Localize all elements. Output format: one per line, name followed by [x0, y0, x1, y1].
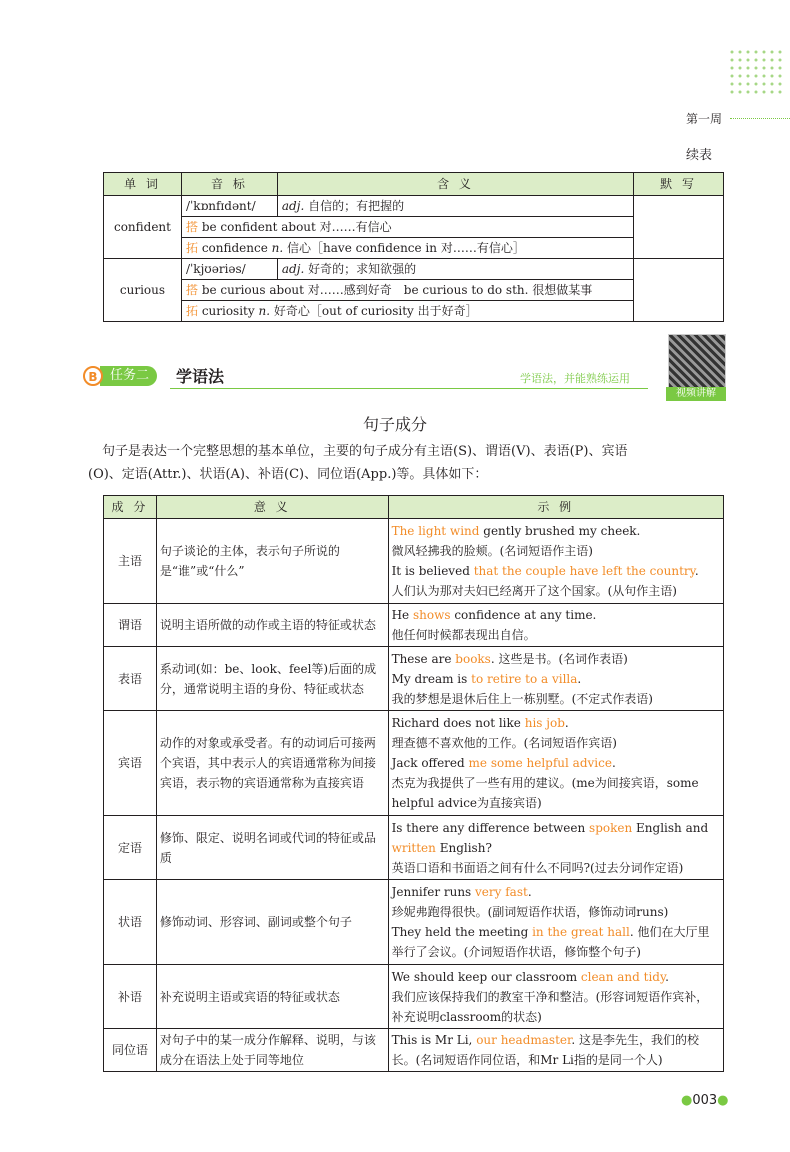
col-word: 单 词 — [104, 173, 182, 196]
vocab-header-row — [104, 173, 724, 196]
phrase-confident: 搭 be confident about 对……有信心 — [181, 217, 633, 238]
term: 谓语 — [104, 604, 157, 647]
col-meaning: 含 义 — [277, 173, 633, 196]
meaning: 动作的对象或承受者。有的动词后可接两个宾语，其中表示人的宾语通常称为间接宾语，表示物的宾语通常称为直接宾语 — [156, 711, 388, 816]
examples: He shows confidence at any time. 他任何时候都表现出自信。 — [388, 604, 723, 647]
grammar-intro — [88, 440, 726, 486]
examples: These are books. 这些是书。(名词作表语) My dream is to retire to a villa. 我的梦想是退休后住上一栋别墅。(不定式作表语) — [388, 647, 723, 711]
vocab-row-curious — [104, 259, 724, 280]
grammar-table — [103, 495, 724, 1072]
col-dictation: 默 写 — [634, 173, 724, 196]
phrase-curious: 搭 be curious about 对……感到好奇 be curious to do sth. 很想做某事 — [181, 280, 633, 301]
grammar-row-object — [104, 711, 724, 816]
col-example: 示 例 — [388, 496, 723, 519]
section-underline — [170, 388, 648, 389]
word-confident: confident — [104, 196, 182, 259]
meaning: 修饰动词、形容词、副词或整个句子 — [156, 880, 388, 965]
term: 状语 — [104, 880, 157, 965]
grammar-row-complement — [104, 965, 724, 1029]
meaning: 句子谈论的主体，表示句子所说的是“谁”或“什么” — [156, 519, 388, 604]
grammar-row-appositive — [104, 1029, 724, 1072]
dot-icon: ● — [681, 1093, 693, 1108]
header-dotted-line — [730, 118, 790, 119]
dictation-confident[interactable] — [634, 196, 724, 259]
dot-icon: ● — [717, 1093, 729, 1108]
continued-label: 续表 — [686, 148, 713, 163]
section-badge: B — [83, 366, 103, 386]
col-component: 成 分 — [104, 496, 157, 519]
meaning: 系动词(如：be、look、feel等)后面的成分，通常说明主语的身份、特征或状态 — [156, 647, 388, 711]
intro-line-2: (O)、定语(Attr.)、状语(A)、补语(C)、同位语(App.)等。具体如下： — [88, 467, 488, 482]
grammar-row-predicate — [104, 604, 724, 647]
grammar-row-predicative — [104, 647, 724, 711]
grammar-row-attributive — [104, 816, 724, 880]
term: 表语 — [104, 647, 157, 711]
qr-code-icon[interactable] — [668, 334, 726, 388]
term: 宾语 — [104, 711, 157, 816]
examples: Jennifer runs very fast. 珍妮弗跑得很快。(副词短语作状语，修饰动词runs) They held the meeting in the great hall. 他们在大厅里举行了会议。(介词短语作状语，修饰整个句子) — [388, 880, 723, 965]
meaning-confident: adj. 自信的；有把握的 — [277, 196, 633, 217]
phrase-tag-icon: 搭 — [185, 283, 198, 297]
meaning: 说明主语所做的动作或主语的特征或状态 — [156, 604, 388, 647]
col-phonetic: 音 标 — [181, 173, 277, 196]
ext-confident: 拓 confidence n. 信心［have confidence in 对……有信心］ — [181, 238, 633, 259]
term: 补语 — [104, 965, 157, 1029]
meaning: 修饰、限定、说明名词或代词的特征或品质 — [156, 816, 388, 880]
extend-tag-icon: 拓 — [185, 241, 198, 255]
phonetic-confident: /ˈkɒnfɪdənt/ — [181, 196, 277, 217]
meaning: 补充说明主语或宾语的特征或状态 — [156, 965, 388, 1029]
phonetic-curious: /ˈkjʊəriəs/ — [181, 259, 277, 280]
term: 主语 — [104, 519, 157, 604]
meaning: 对句子中的某一成分作解释、说明，与该成分在语法上处于同等地位 — [156, 1029, 388, 1072]
phrase-tag-icon: 搭 — [185, 220, 198, 234]
grammar-header-row — [104, 496, 724, 519]
meaning-curious: adj. 好奇的；求知欲强的 — [277, 259, 633, 280]
task-label: 任务二 — [100, 366, 157, 386]
vocab-row-curious-phrase — [104, 280, 724, 301]
grammar-row-adverbial — [104, 880, 724, 965]
section-slogan: 学语法，并能熟练运用 — [520, 372, 630, 385]
page-number: ●003● — [681, 1093, 729, 1108]
col-significance: 意 义 — [156, 496, 388, 519]
examples: This is Mr Li, our headmaster. 这是李先生，我们的校长。(名词短语作同位语，和Mr Li指的是同一个人) — [388, 1029, 723, 1072]
grammar-row-subject — [104, 519, 724, 604]
examples: Richard does not like his job. 理查德不喜欢他的工作。(名词短语作宾语) Jack offered me some helpful advice. 杰克为我提供了一些有用的建议。(me为间接宾语，some helpful advice为直接宾语) — [388, 711, 723, 816]
term: 定语 — [104, 816, 157, 880]
examples: The light wind gently brushed my cheek. 微风轻拂我的脸颊。(名词短语作主语) It is believed that the couple have left the country. 人们认为那对夫妇已经离开了这个国家。(从句作主语) — [388, 519, 723, 604]
grammar-title: 句子成分 — [362, 415, 427, 434]
vocab-row-confident-ext — [104, 238, 724, 259]
vocab-row-confident-phrase — [104, 217, 724, 238]
word-curious: curious — [104, 259, 182, 322]
dot-grid-decoration — [728, 48, 786, 116]
vocab-table — [103, 172, 724, 322]
week-label: 第一周 — [686, 112, 723, 126]
vocab-row-curious-ext — [104, 301, 724, 322]
intro-line-1: 句子是表达一个完整思想的基本单位，主要的句子成分有主语(S)、谓语(V)、表语(P)、宾语 — [102, 444, 628, 459]
examples: We should keep our classroom clean and tidy. 我们应该保持我们的教室干净和整洁。(形容词短语作宾补，补充说明classroom的状态) — [388, 965, 723, 1029]
ext-curious: 拓 curiosity n. 好奇心［out of curiosity 出于好奇］ — [181, 301, 633, 322]
extend-tag-icon: 拓 — [185, 304, 198, 318]
section-title: 学语法 — [176, 367, 225, 386]
examples: Is there any difference between spoken English and written English? 英语口语和书面语之间有什么不同吗?(过去分词作定语) — [388, 816, 723, 880]
video-explain-label[interactable]: 视频讲解 — [666, 387, 726, 401]
vocab-row-confident — [104, 196, 724, 217]
term: 同位语 — [104, 1029, 157, 1072]
dictation-curious[interactable] — [634, 259, 724, 322]
